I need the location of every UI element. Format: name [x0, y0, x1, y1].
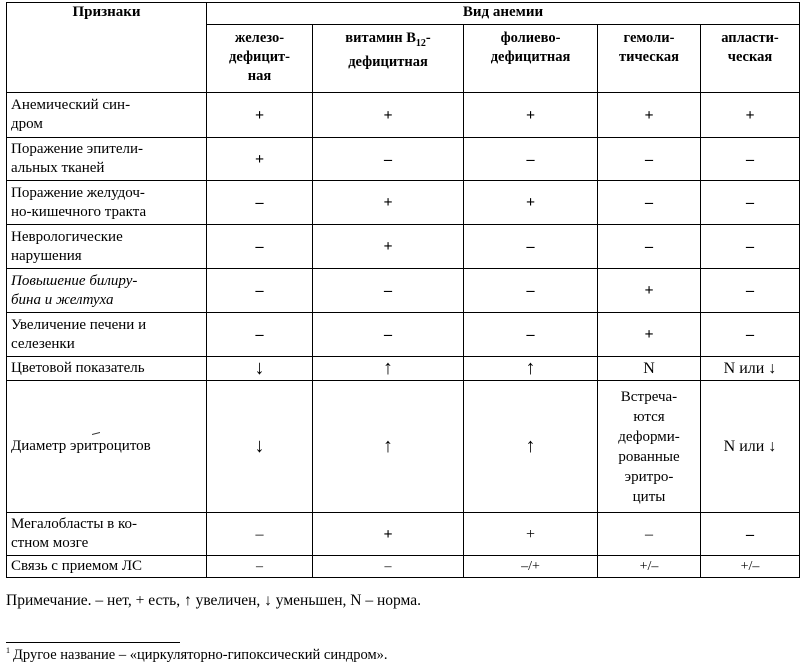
cell-value: – — [464, 138, 598, 181]
anemia-comparison-table — [6, 2, 800, 578]
column-header-folate-deficiency: фолиево- дефицитная — [464, 25, 598, 93]
cell-value: ↓ — [207, 357, 313, 381]
cell-value: ↑ — [313, 381, 464, 513]
cell-value: – — [313, 313, 464, 357]
cell-value: ↑ — [313, 357, 464, 381]
row-sign: Поражение желудоч- но-кишечного тракта — [7, 181, 207, 225]
column-header-aplastic: апласти- ческая — [701, 25, 800, 93]
cell-value: – — [464, 225, 598, 269]
cell-value: – — [464, 313, 598, 357]
cell-value: +/– — [701, 556, 800, 578]
cell-value: + — [313, 93, 464, 138]
cell-value: – — [207, 269, 313, 313]
table-row — [7, 513, 800, 556]
cell-value: – — [207, 556, 313, 578]
table-note: Примечание. – нет, + есть, ↑ увеличен, ↓ уменьшен, N – норма. — [6, 592, 421, 609]
table-row — [7, 181, 800, 225]
cell-value: – — [701, 513, 800, 556]
row-sign: Цветовой показатель — [7, 357, 207, 381]
cell-value: + — [313, 225, 464, 269]
cell-value: + — [701, 93, 800, 138]
cell-value: – — [464, 269, 598, 313]
table-row — [7, 313, 800, 357]
signs-column-header: Признаки — [7, 3, 207, 93]
cell-value: – — [701, 181, 800, 225]
footnote — [6, 646, 388, 664]
cell-value: – — [701, 225, 800, 269]
anemia-type-group-header: Вид анемии — [207, 3, 800, 25]
table-row — [7, 269, 800, 313]
cell-value: – — [701, 269, 800, 313]
cell-value: – — [701, 138, 800, 181]
column-header-b12-deficiency: витамин $B_{12}-$ дефицитная — [313, 25, 464, 93]
cell-value: ↓ — [207, 381, 313, 513]
cell-value: + — [207, 93, 313, 138]
table-row — [7, 357, 800, 381]
header-row — [7, 3, 800, 25]
row-sign: Диаметр эритроцитов — [7, 381, 207, 513]
cell-value: N или ↓ — [701, 381, 800, 513]
table-row — [7, 93, 800, 138]
cell-value: – — [598, 225, 701, 269]
table-row — [7, 138, 800, 181]
cell-value: + — [464, 181, 598, 225]
row-sign: Поражение эпители- альных тканей — [7, 138, 207, 181]
cell-value: – — [207, 225, 313, 269]
cell-value: +/– — [598, 556, 701, 578]
row-sign: Увеличение печени и селезенки — [7, 313, 207, 357]
table-row — [7, 556, 800, 578]
cell-value: ↑ — [464, 357, 598, 381]
row-sign: Анемический син- дром — [7, 93, 207, 138]
cell-value: – — [207, 181, 313, 225]
cell-value: – — [701, 313, 800, 357]
cell-value: – — [313, 138, 464, 181]
cell-value: N — [598, 357, 701, 381]
row-sign: Неврологические нарушения — [7, 225, 207, 269]
footnote-text: Другое название – «циркуляторно-гипоксический синдром». — [13, 647, 388, 663]
cell-value: + — [207, 138, 313, 181]
cell-value: – — [207, 513, 313, 556]
table-row — [7, 381, 800, 513]
column-header-hemolytic: гемоли- тическая — [598, 25, 701, 93]
cell-value: + — [464, 93, 598, 138]
footnote-marker: 1 — [6, 646, 10, 655]
row-sign: Связь с приемом ЛС — [7, 556, 207, 578]
cell-value: – — [313, 269, 464, 313]
cell-value: Встреча- ются деформи- рованные эритро- циты — [598, 381, 701, 513]
table-row — [7, 225, 800, 269]
cell-value: – — [207, 313, 313, 357]
column-header-iron-deficiency: железо- дефицит- ная — [207, 25, 313, 93]
row-sign: Мегалобласты в ко- стном мозге — [7, 513, 207, 556]
cell-value: – — [598, 513, 701, 556]
cell-value: – — [598, 181, 701, 225]
cell-value: –/+ — [464, 556, 598, 578]
cell-value: + — [313, 181, 464, 225]
footnote-divider — [6, 642, 180, 643]
cell-value: – — [313, 556, 464, 578]
cell-value: ↑ — [464, 381, 598, 513]
cell-value: N или ↓ — [701, 357, 800, 381]
row-sign: Повышение билиру- бина и желтуха — [7, 269, 207, 313]
cell-value: + — [464, 513, 598, 556]
cell-value: – — [598, 138, 701, 181]
cell-value: + — [313, 513, 464, 556]
scan-artifact-mark — [92, 432, 100, 434]
cell-value: + — [598, 269, 701, 313]
cell-value: + — [598, 93, 701, 138]
cell-value: + — [598, 313, 701, 357]
